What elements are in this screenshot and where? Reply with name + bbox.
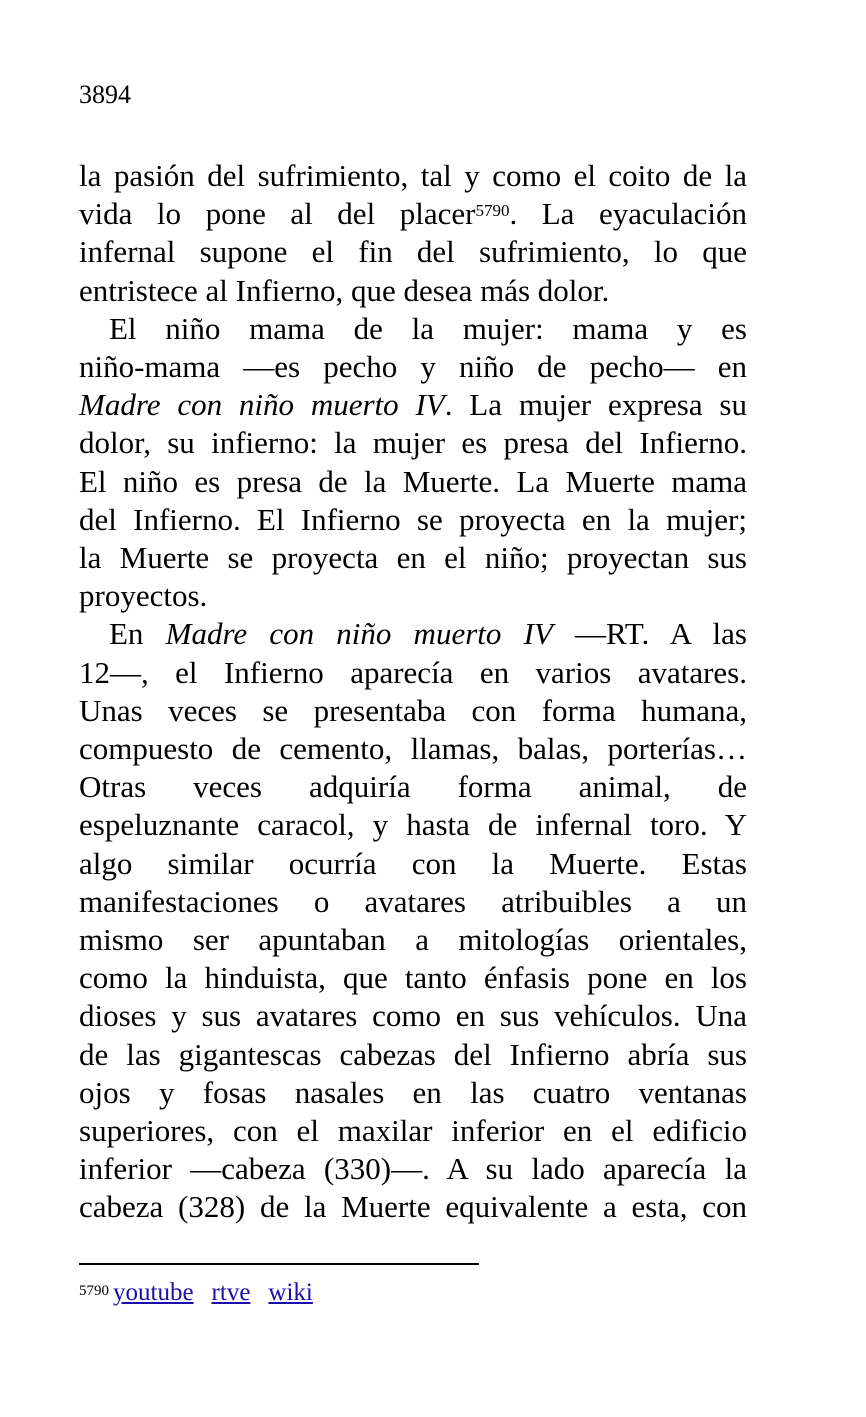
footnote: [79, 1278, 331, 1308]
paragraph-1: [79, 157, 747, 310]
paragraph-2: [79, 310, 747, 616]
text-line: mismo ser apuntaban a mitologías orientales,: [79, 922, 747, 958]
paragraph-3: [79, 615, 747, 1226]
footnote-reference[interactable]: 5790: [475, 201, 510, 221]
text-line: El niño mama de la mujer: mama y es: [109, 310, 747, 346]
text-line: entristece al Infierno, que desea más dolor.: [79, 272, 610, 308]
text-line: 12—, el Infierno aparecía en varios avatares.: [79, 654, 747, 690]
text-line: superiores, con el maxilar inferior en el edificio: [79, 1113, 747, 1149]
text-line: dolor, su infierno: la mujer es presa del Infierno.: [79, 425, 747, 461]
text-fragment: vida lo pone al del placer: [79, 196, 476, 232]
text-line: inferior —cabeza (330)—. A su lado aparecía la: [79, 1151, 747, 1187]
body-text: [79, 157, 747, 1227]
footnote-link-youtube[interactable]: youtube: [113, 1279, 194, 1306]
text-line: [79, 195, 747, 233]
footnote-number: 5790: [79, 1283, 109, 1299]
page-number: 3894: [79, 80, 131, 109]
artwork-title: Madre con niño muerto IV: [165, 616, 553, 652]
text-line: El niño es presa de la Muerte. La Muerte mama: [79, 463, 747, 499]
text-line: manifestaciones o avatares atribuibles a un: [79, 883, 747, 919]
text-line: espeluznante caracol, y hasta de infernal toro. Y: [79, 807, 747, 843]
artwork-title: Madre con niño muerto IV: [79, 387, 445, 423]
text-line: del Infierno. El Infierno se proyecta en la mujer;: [79, 501, 747, 537]
text-line: como la hinduista, que tanto énfasis pone en los: [79, 960, 747, 996]
text-line: ojos y fosas nasales en las cuatro ventanas: [79, 1074, 747, 1110]
text-line: proyectos.: [79, 578, 208, 614]
text-line: compuesto de cemento, llamas, balas, porterías…: [79, 731, 747, 767]
text-line: dioses y sus avatares como en sus vehículos. Una: [79, 998, 747, 1034]
footnote-link-wiki[interactable]: wiki: [268, 1279, 313, 1306]
text-fragment: . La eyaculación: [509, 196, 747, 232]
footnote-link-rtve[interactable]: rtve: [211, 1279, 251, 1306]
text-line: niño-mama —es pecho y niño de pecho— en: [79, 349, 747, 385]
text-line: Otras veces adquiría forma animal, de: [79, 769, 747, 805]
text-fragment: En: [109, 616, 166, 652]
text-line: infernal supone el fin del sufrimiento, lo que: [79, 234, 747, 270]
footnote-separator: [79, 1263, 479, 1265]
text-line: algo similar ocurría con la Muerte. Estas: [79, 845, 747, 881]
text-fragment: . La mujer expresa su: [444, 387, 747, 423]
text-line: [79, 615, 747, 653]
text-line: de las gigantescas cabezas del Infierno abría sus: [79, 1036, 747, 1072]
text-line: Unas veces se presentaba con forma humana,: [79, 692, 747, 728]
text-line: la Muerte se proyecta en el niño; proyectan sus: [79, 540, 747, 576]
text-line: [79, 386, 747, 424]
text-line: la pasión del sufrimiento, tal y como el coito de la: [79, 158, 747, 193]
text-line: cabeza (328) de la Muerte equivalente a esta, con: [79, 1189, 747, 1225]
text-fragment: —RT. A las: [552, 616, 747, 652]
